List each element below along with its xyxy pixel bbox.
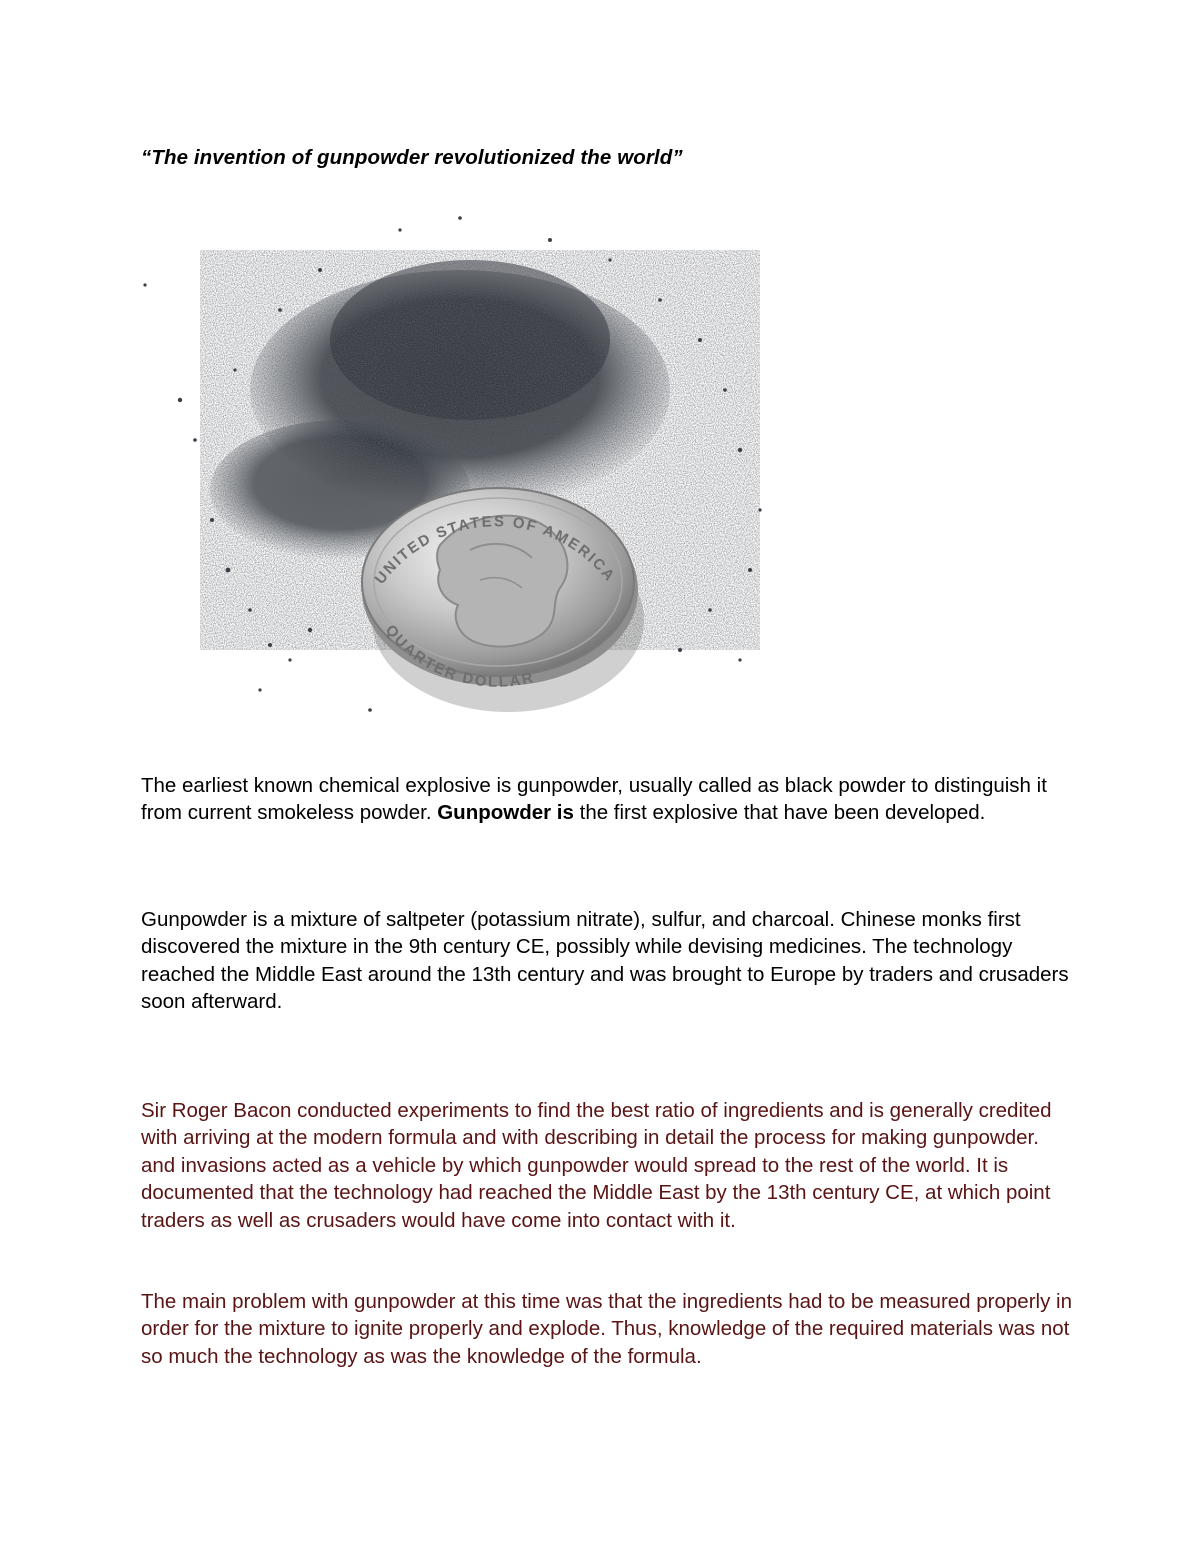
paragraph-2: Gunpowder is a mixture of saltpeter (potassium nitrate), sulfur, and charcoal. Chinese monks first discovered the mixture in the 9th century CE, possibly while devising medicines. The technology reached the Middle East around the 13th century and was brought to Europe by traders and crusaders soon afterward. xyxy=(141,908,1069,1014)
paragraph-1 xyxy=(141,772,1076,827)
paragraph-4: The main problem with gunpowder at this time was that the ingredients had to be measured properly in order for the mixture to ignite properly and explode. Thus, knowledge of the required materials was not so much the technology as was the knowledge of the formula. xyxy=(141,1290,1072,1368)
paragraph-1-text-b: the first explosive that have been developed. xyxy=(573,801,986,825)
document-title: “The invention of gunpowder revolutionized the world” xyxy=(141,146,683,169)
gunpowder-photo xyxy=(140,190,800,750)
paragraph-1-text-a: The earliest known chemical explosive is gunpowder, usually called as black powder to distinguish it from current smokeless powder. xyxy=(141,774,1047,825)
coin-top-inscription: UNITED STATES OF AMERICA xyxy=(371,513,619,588)
paragraph-3: Sir Roger Bacon conducted experiments to find the best ratio of ingredients and is generally credited with arriving at the modern formula and with describing in detail the process for making gunpowder. and invasions acted as a vehicle by which gunpowder would spread to the rest of the world. It is documented that the technology had reached the Middle East by the 13th century CE, at which point traders as well as crusaders would have come into contact with it. xyxy=(141,1099,1052,1232)
paragraph-1-bold: Gunpowder is xyxy=(437,801,574,825)
coin-bottom-inscription: QUARTER DOLLAR xyxy=(381,621,537,691)
quarter-coin xyxy=(362,488,644,712)
